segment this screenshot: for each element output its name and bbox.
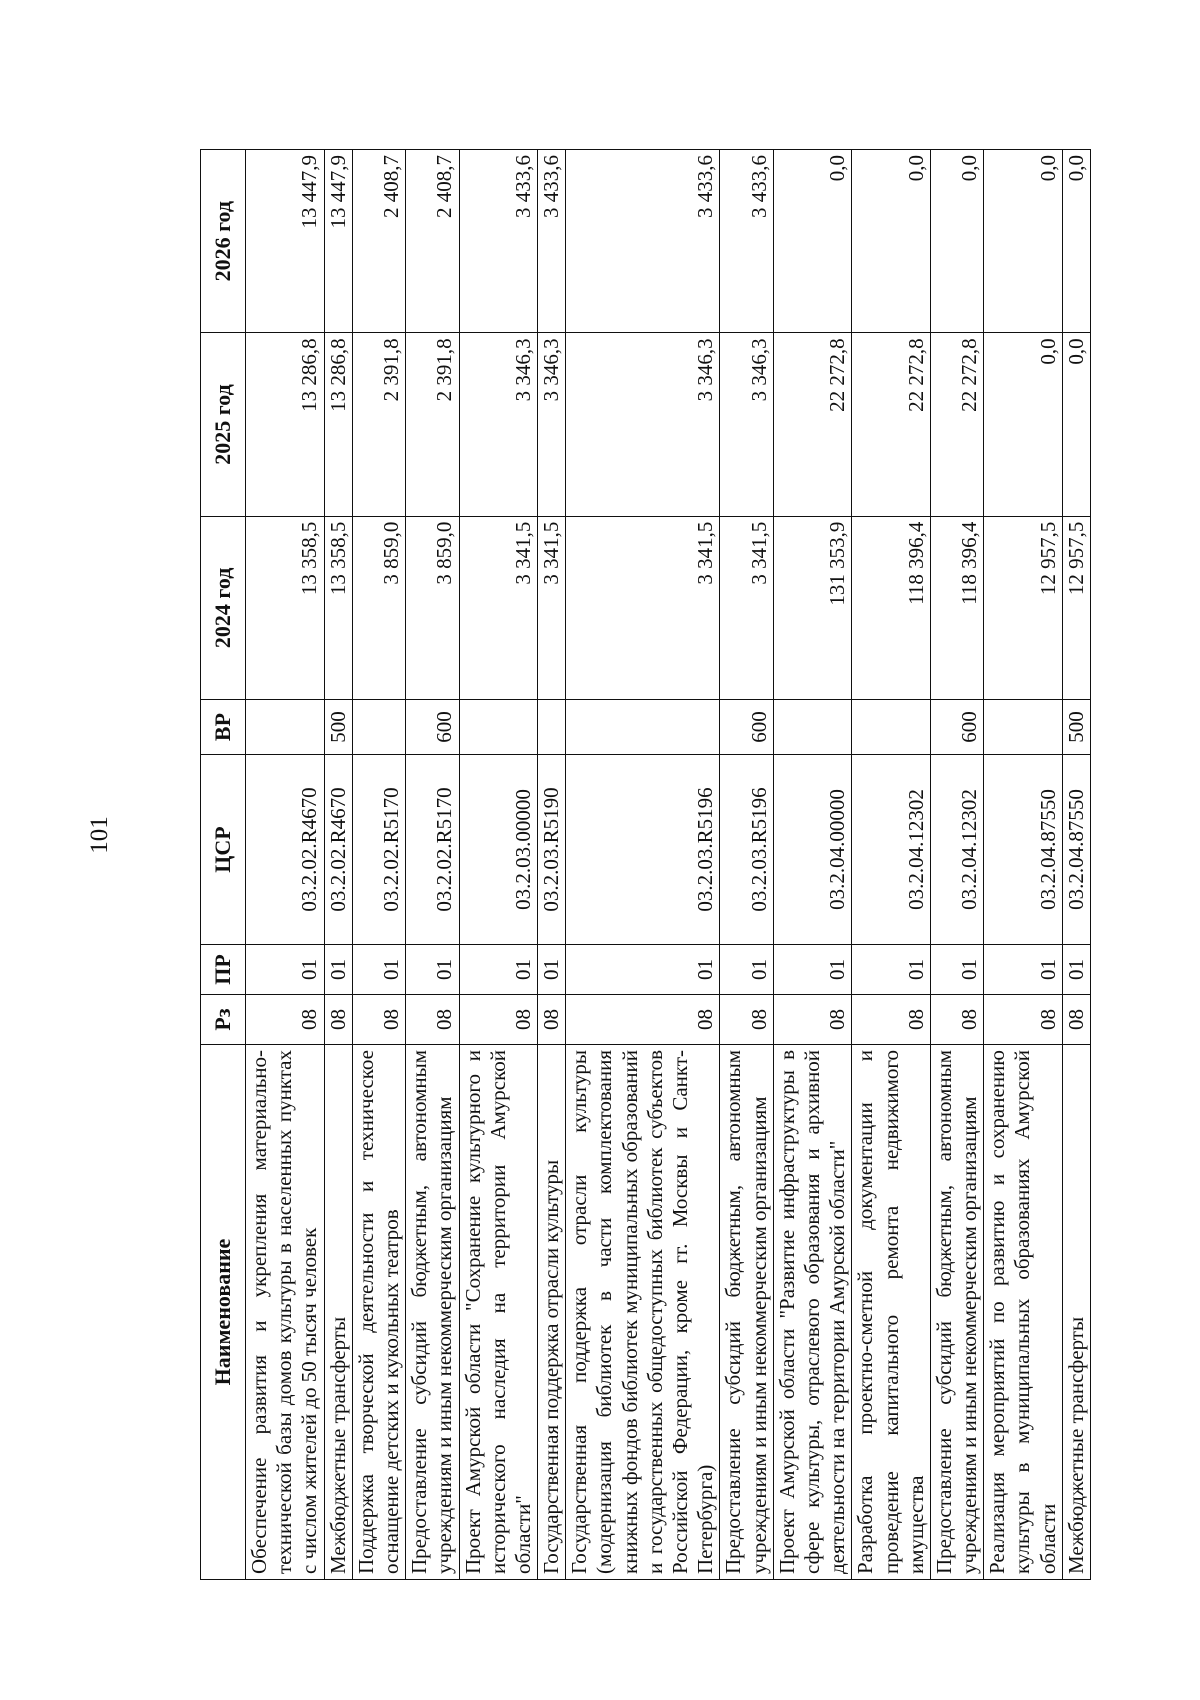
row-vr: 600 <box>930 700 983 755</box>
page-number: 101 <box>86 816 113 854</box>
row-name: Проект Амурской области "Развитие инфраструктуры в сфере культуры, отраслевого образования и архивной деятельности на территории Амурской области" <box>773 1045 852 1580</box>
table-row <box>720 150 773 1580</box>
row-2025: 3 346,3 <box>459 333 538 516</box>
table-row <box>406 150 459 1580</box>
row-rz: 08 <box>352 995 405 1045</box>
row-2024: 131 353,9 <box>773 516 852 699</box>
row-rz: 08 <box>459 995 538 1045</box>
table-row <box>246 150 325 1580</box>
row-rz: 08 <box>406 995 459 1045</box>
row-2024: 3 859,0 <box>352 516 405 699</box>
row-2026: 13 447,9 <box>324 150 352 333</box>
row-2024: 118 396,4 <box>930 516 983 699</box>
header-2024: 2024 год <box>201 516 246 699</box>
row-2026: 3 433,6 <box>538 150 566 333</box>
row-csr: 03.2.04.87550 <box>984 755 1063 945</box>
row-name: Предоставление субсидий бюджетным, автономным учреждениям и иным некоммерческим организациям <box>406 1045 459 1580</box>
row-name: Межбюджетные трансферты <box>1062 1045 1090 1580</box>
row-vr <box>352 700 405 755</box>
row-vr <box>566 700 720 755</box>
table-row <box>930 150 983 1580</box>
row-name: Государственная поддержка отрасли культуры <box>538 1045 566 1580</box>
row-name: Межбюджетные трансферты <box>324 1045 352 1580</box>
row-2024: 3 341,5 <box>566 516 720 699</box>
row-rz: 08 <box>984 995 1063 1045</box>
row-csr: 03.2.04.12302 <box>930 755 983 945</box>
row-pr: 01 <box>352 945 405 995</box>
header-vr: ВР <box>201 700 246 755</box>
row-2025: 0,0 <box>1062 333 1090 516</box>
row-rz: 08 <box>720 995 773 1045</box>
row-2025: 22 272,8 <box>930 333 983 516</box>
row-rz: 08 <box>1062 995 1090 1045</box>
row-2025: 13 286,8 <box>246 333 325 516</box>
row-2026: 3 433,6 <box>720 150 773 333</box>
row-pr: 01 <box>406 945 459 995</box>
row-rz: 08 <box>773 995 852 1045</box>
row-rz: 08 <box>324 995 352 1045</box>
row-pr: 01 <box>930 945 983 995</box>
row-2025: 2 391,8 <box>406 333 459 516</box>
table-row <box>1062 150 1090 1580</box>
row-pr: 01 <box>538 945 566 995</box>
row-2025: 22 272,8 <box>852 333 931 516</box>
header-pr: ПР <box>201 945 246 995</box>
row-name: Предоставление субсидий бюджетным, автономным учреждениям и иным некоммерческим организациям <box>720 1045 773 1580</box>
row-2024: 3 859,0 <box>406 516 459 699</box>
row-vr: 600 <box>406 700 459 755</box>
row-pr: 01 <box>773 945 852 995</box>
row-name: Обеспечение развития и укрепления материально-технической базы домов культуры в населенных пунктах с числом жителей до 50 тысяч человек <box>246 1045 325 1580</box>
table-row <box>324 150 352 1580</box>
row-2026: 13 447,9 <box>246 150 325 333</box>
row-2026: 0,0 <box>852 150 931 333</box>
table-row <box>459 150 538 1580</box>
header-rz: Рз <box>201 995 246 1045</box>
row-rz: 08 <box>852 995 931 1045</box>
row-pr: 01 <box>246 945 325 995</box>
row-2024: 13 358,5 <box>246 516 325 699</box>
header-csr: ЦСР <box>201 755 246 945</box>
table-row <box>984 150 1063 1580</box>
rotated-page-content <box>200 149 1091 1580</box>
row-rz: 08 <box>246 995 325 1045</box>
row-csr: 03.2.02.R4670 <box>324 755 352 945</box>
row-vr <box>852 700 931 755</box>
row-2026: 3 433,6 <box>566 150 720 333</box>
row-2025: 0,0 <box>984 333 1063 516</box>
header-2025: 2025 год <box>201 333 246 516</box>
row-vr: 600 <box>720 700 773 755</box>
row-csr: 03.2.03.R5196 <box>720 755 773 945</box>
row-name: Поддержка творческой деятельности и техническое оснащение детских и кукольных театров <box>352 1045 405 1580</box>
row-vr <box>459 700 538 755</box>
table-row <box>538 150 566 1580</box>
header-name: Наименование <box>201 1045 246 1580</box>
row-name: Государственная поддержка отрасли культуры (модернизация библиотек в части комплектования книжных фондов библиотек муниципальных образований и государственных общедоступных библиотек субъектов Российской Федерации, кроме гг. Москвы и Санкт-Петербурга) <box>566 1045 720 1580</box>
row-2025: 13 286,8 <box>324 333 352 516</box>
row-2025: 3 346,3 <box>566 333 720 516</box>
budget-table <box>200 149 1091 1580</box>
row-pr: 01 <box>566 945 720 995</box>
row-2024: 13 358,5 <box>324 516 352 699</box>
row-2026: 2 408,7 <box>406 150 459 333</box>
table-row <box>352 150 405 1580</box>
row-2026: 2 408,7 <box>352 150 405 333</box>
row-csr: 03.2.03.00000 <box>459 755 538 945</box>
row-2024: 12 957,5 <box>984 516 1063 699</box>
row-2025: 22 272,8 <box>773 333 852 516</box>
row-name: Проект Амурской области "Сохранение культурного и исторического наследия на территории Амурской области" <box>459 1045 538 1580</box>
row-2024: 12 957,5 <box>1062 516 1090 699</box>
row-2025: 3 346,3 <box>720 333 773 516</box>
row-rz: 08 <box>930 995 983 1045</box>
row-2024: 118 396,4 <box>852 516 931 699</box>
row-name: Предоставление субсидий бюджетным, автономным учреждениям и иным некоммерческим организациям <box>930 1045 983 1580</box>
row-2024: 3 341,5 <box>720 516 773 699</box>
row-vr: 500 <box>1062 700 1090 755</box>
row-2026: 0,0 <box>1062 150 1090 333</box>
row-2026: 0,0 <box>930 150 983 333</box>
row-pr: 01 <box>459 945 538 995</box>
row-2026: 0,0 <box>773 150 852 333</box>
row-2025: 3 346,3 <box>538 333 566 516</box>
table-row <box>773 150 852 1580</box>
row-csr: 03.2.04.12302 <box>852 755 931 945</box>
table-header-row <box>201 150 246 1580</box>
row-2024: 3 341,5 <box>459 516 538 699</box>
row-vr <box>773 700 852 755</box>
row-2024: 3 341,5 <box>538 516 566 699</box>
row-2026: 0,0 <box>984 150 1063 333</box>
row-csr: 03.2.04.00000 <box>773 755 852 945</box>
row-rz: 08 <box>566 995 720 1045</box>
row-pr: 01 <box>984 945 1063 995</box>
row-pr: 01 <box>720 945 773 995</box>
table-row <box>852 150 931 1580</box>
row-pr: 01 <box>324 945 352 995</box>
row-rz: 08 <box>538 995 566 1045</box>
row-csr: 03.2.03.R5190 <box>538 755 566 945</box>
row-name: Разработка проектно-сметной документации и проведение капитального ремонта недвижимого имущества <box>852 1045 931 1580</box>
row-csr: 03.2.02.R4670 <box>246 755 325 945</box>
row-2025: 2 391,8 <box>352 333 405 516</box>
row-pr: 01 <box>852 945 931 995</box>
header-2026: 2026 год <box>201 150 246 333</box>
row-pr: 01 <box>1062 945 1090 995</box>
row-vr <box>246 700 325 755</box>
row-vr <box>538 700 566 755</box>
row-csr: 03.2.04.87550 <box>1062 755 1090 945</box>
row-csr: 03.2.03.R5196 <box>566 755 720 945</box>
row-vr: 500 <box>324 700 352 755</box>
row-csr: 03.2.02.R5170 <box>352 755 405 945</box>
row-csr: 03.2.02.R5170 <box>406 755 459 945</box>
row-name: Реализация мероприятий по развитию и сохранению культуры в муниципальных образованиях Амурской области <box>984 1045 1063 1580</box>
row-vr <box>984 700 1063 755</box>
row-2026: 3 433,6 <box>459 150 538 333</box>
table-row <box>566 150 720 1580</box>
